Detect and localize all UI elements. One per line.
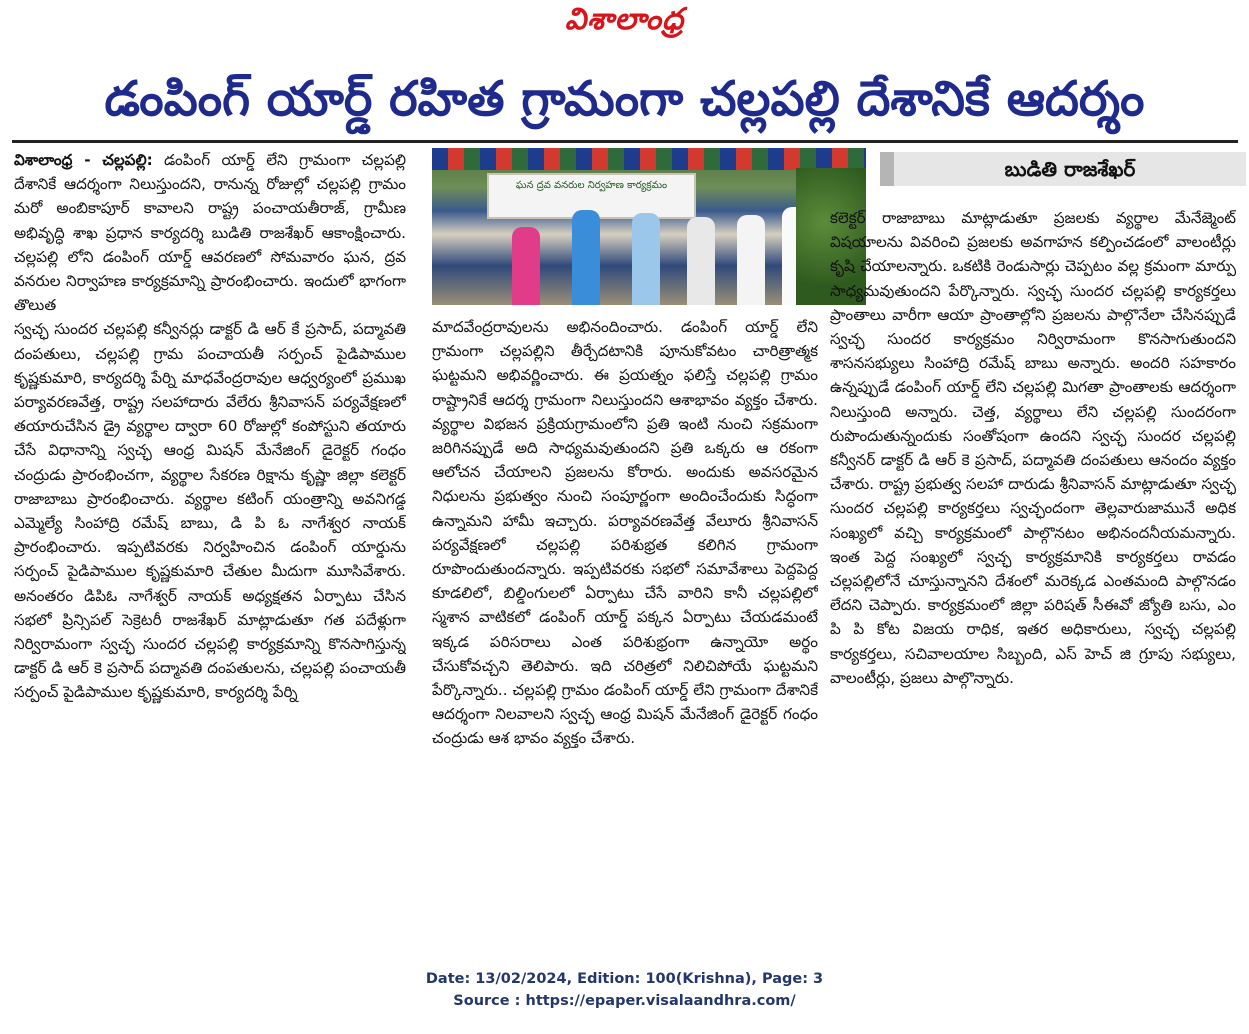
photo-banner-text: ఘన ద్రవ వనరుల నిర్వహణ కార్యక్రమం xyxy=(515,180,668,191)
column-1-text: డంపింగ్ యార్డ్ లేని గ్రామంగా చల్లపల్లి దేశానికే ఆదర్శంగా నిలుస్తుందని, రానున్న రోజుల్లో చల్లపల్లి గ్రామం మరో అంబికాపూర్ కావాలని రాష్ట్ర పంచాయతీరాజ్, గ్రామీణ అభివృద్ధి శాఖ ప్రధాన కార్యదర్శి బుడితి రాజశేఖర్ ఆకాంక్షించారు. చల్లపల్లి లోని డంపింగ్ యార్డ్ ఆవరణలో సోమవారం ఘన, ద్రవ వనరుల నిర్వాహణ కార్యక్రమాన్ని ప్రారంభించారు. ఇందులో భాగంగా తొలుత xyxy=(14,151,406,315)
photo-person xyxy=(632,213,660,305)
column-1-para-1 xyxy=(14,148,406,317)
article-headline: డంపింగ్ యార్డ్ రహిత గ్రామంగా చల్లపల్లి దేశానికే ఆదర్శం xyxy=(104,71,1145,127)
source-line xyxy=(0,990,1249,1012)
column-2-text: మాదవేంద్రరావులను అభినందించారు. డంపింగ్ యార్డ్ లేని గ్రామంగా చల్లపల్లిని తీర్చేదటానికి పూనుకోవటం చారిత్రాత్మక ఘట్టమని అభివర్ణించారు. ఈ ప్రయత్నం ఫలిస్తే చల్లపల్లి గ్రామం రాష్ట్రానికే ఆదర్శ గ్రామంగా నిలుస్తుందని ఆశాభావం వ్యక్తం చేశారు. వ్యర్థాల విభజన ప్రక్రియగ్రామంలోని ప్రతి ఇంటి నుంచి సక్రమంగా జరిగినప్పుడే అది సాధ్యమవుతుందని ప్రతి ఒక్కరు ఆ రకంగా ఆలోచన చేయాలని ప్రజలను కోరారు. అందుకు అవసరమైన నిధులను ప్రభుత్వం నుంచి సంపూర్ణంగా అందించేందుకు సిద్ధంగా ఉన్నామని హామీ ఇచ్చారు. పర్యావరణవేత్త వేలూరు శ్రీనివాసన్ పర్యవేక్షణలో చల్లపల్లి పరిశుభ్రత కలిగిన గ్రామంగా రూపొందుతుందన్నారు. ఇప్పటివరకు సభలో సమావేశాలు పెద్దపెద్ద కూడలిలో, బిల్డింగులలో ఏర్పాటు చేసే వారిని కానీ చల్లపల్లిలో స్మశాన వాటికలో డంపింగ్ యార్డ్ పక్కన ఏర్పాటు చేయడమంటే ఇక్కడ పరిసరాలు ఎంత పరిశుభ్రంగా ఉన్నాయో అర్థం చేసుకోవచ్చని తెలిపారు. ఇది చరిత్రలో నిలిచిపోయే ఘట్టమని పేర్కొన్నారు.. చల్లపల్లి గ్రామం డంపింగ్ యార్డ్ లేని గ్రామంగా దేశానికే ఆదర్శంగా నిలవాలని స్వచ్ఛ ఆంధ్ర మిషన్ మేనేజింగ్ డైరెక్టర్ గంధం చంద్రుడు ఆశ భావం వ్యక్తం చేశారు. xyxy=(432,318,818,748)
source-label: Source : xyxy=(453,993,526,1009)
event-photo xyxy=(432,148,866,305)
dateline: విశాలాంధ్ర - చల్లపల్లి: xyxy=(14,151,153,169)
photo-person xyxy=(687,217,715,305)
article-column-3 xyxy=(830,206,1236,936)
headline-rule xyxy=(12,140,1238,143)
article-column-1 xyxy=(14,148,406,938)
column-1-para-2: స్వచ్ఛ సుందర చల్లపల్లి కన్వీనర్లు డాక్టర్ డి ఆర్ కే ప్రసాద్, పద్మావతి దంపతులు, చల్లపల్లి గ్రామ పంచాయతీ సర్పంచ్ పైడిపాముల కృష్ణకుమారి, కార్యదర్శి పేర్ని మాధవేంద్రరావుల ఆధ్వర్యంలో ప్రముఖ పర్యావరణవేత్త, రాష్ట్ర సలహాదారు వేలేరు శ్రీనివాసన్ పర్యవేక్షణలో తయారుచేసిన డ్రై వ్యర్థాల ద్వారా 60 రోజుల్లో కంపోస్టుని తయారు చేసే విధానాన్ని స్వచ్ఛ ఆంధ్ర మిషన్ మేనేజింగ్ డైరెక్టర్ గంధం చంద్రుడు ప్రారంభించగా, వ్యర్థాల సేకరణ రిక్షాను కృష్ణా జిల్లా కలెక్టర్ రాజాబాబు ప్రారంభించారు. వ్యర్థాల కటింగ్ యంత్రాన్ని అవనిగడ్డ ఎమ్మెల్యే సింహాద్రి రమేష్ బాబు, డి పి ఓ నాగేశ్వర నాయక్ ప్రారంభించారు. ఇప్పటివరకు నిర్వహించిన డంపింగ్ యార్డును సర్పంచ్ పైడిపాముల కృష్ణకుమారి చేతుల మీదుగా మూసివేశారు. అనంతరం డిపిఓ నాగేశ్వర్ నాయక్ అధ్యక్షతన ఏర్పాటు చేసిన సభలో ప్రిన్సిపల్ సెక్రెటరీ రాజశేఖర్ మాట్లాడుతూ గత పదేళ్లుగా నిర్విరామంగా స్వచ్ఛ సుందర చల్లపల్లి కార్యక్రమాన్ని కొనసాగిస్తున్న డాక్టర్ డి ఆర్ కె ప్రసాద్ పద్మావతి దంపతులను, చల్లపల్లి పంచాయతీ సర్పంచ్ పైడిపాముల కృష్ణకుమారి, కార్యదర్శి పేర్ని xyxy=(14,320,406,702)
source-link[interactable]: https://epaper.visalaandhra.com/ xyxy=(525,993,796,1009)
photo-person xyxy=(737,215,765,305)
column-3-text: కలెక్టర్ రాజాబాబు మాట్లాడుతూ ప్రజలకు వ్యర్థాల మేనేజ్మెంట్ విషయాలను వివరించి ప్రజలకు అవగాహన కల్పించడంలో వాలంటీర్లు కృషి చేయాలన్నారు. ఒకటికి రెండుసార్లు చెప్పటం వల్ల క్రమంగా మార్పు సాధ్యమవుతుందని పేర్కొన్నారు. స్వచ్ఛ సుందర చల్లపల్లి కార్యకర్తలు ప్రాంతాలు వారీగా ఆయా ప్రాంతాల్లోని ప్రజలను పాల్గొనేలా చేసినప్పుడే స్వచ్ఛ సుందర కార్యక్రమం నిర్విరామంగా కొనసాగుతుందని శాసనసభ్యులు సింహాద్రి రమేష్ బాబు అన్నారు. అందరి సహకారం ఉన్నప్పుడే డంపింగ్ యార్డ్ లేని చల్లపల్లి మిగతా ప్రాంతాలకు ఆదర్శంగా నిలుస్తుంది అన్నారు. చెత్త, వ్యర్థాలు లేని చల్లపల్లి సుందరంగా రుపొందుతున్నందుకు సంతోషంగా ఉందని స్వచ్ఛ సుందర చల్లపల్లి కన్వీనర్ డాక్టర్ డి ఆర్ కె ప్రసాద్, పద్మావతి దంపతులు ఆనందం వ్యక్తం చేశారు. రాష్ట్ర ప్రభుత్వ సలహా దారుడు శ్రీనివాసన్ మాట్లాడుతూ స్వచ్ఛ సుందర చల్లపల్లి కార్యకర్తలు స్వచ్ఛందంగా తెల్లవారుజామునే అధిక సంఖ్యలో వచ్చి కార్యక్రమంలో పాల్గొనటం అభినందనీయమన్నారు. ఇంత పెద్ద సంఖ్యలో స్వచ్ఛ కార్యక్రమానికి కార్యకర్తలు రావడం చల్లపల్లిలోనే చూస్తున్నానని దేశంలో మరెక్కడ ఎంతమంది పాల్గొనడం లేదని చెప్పారు. కార్యక్రమంలో జిల్లా పరిషత్ సీఈవో జ్యోతి బసు, ఎం పి పి కోట విజయ రాధిక, ఇతర అధికారులు, స్వచ్ఛ చల్లపల్లి కార్యకర్తలు, సచివాలయాల సిబ్బంది, ఎస్ హెచ్ జి గ్రూపు సభ్యులు, వాలంటీర్లు, ప్రజలు పాల్గొన్నారు. xyxy=(830,209,1236,687)
photo-person xyxy=(572,210,600,305)
edition-info: Date: 13/02/2024, Edition: 100(Krishna), Page: 3 xyxy=(425,971,824,987)
page-footer xyxy=(0,968,1249,1012)
article-column-2 xyxy=(432,315,818,935)
photo-canopy xyxy=(432,148,866,170)
newspaper-masthead: విశాలాంధ్ర xyxy=(564,2,685,37)
photo-person xyxy=(512,227,540,305)
reporter-byline: బుడితి రాజశేఖర్ xyxy=(880,152,1246,186)
